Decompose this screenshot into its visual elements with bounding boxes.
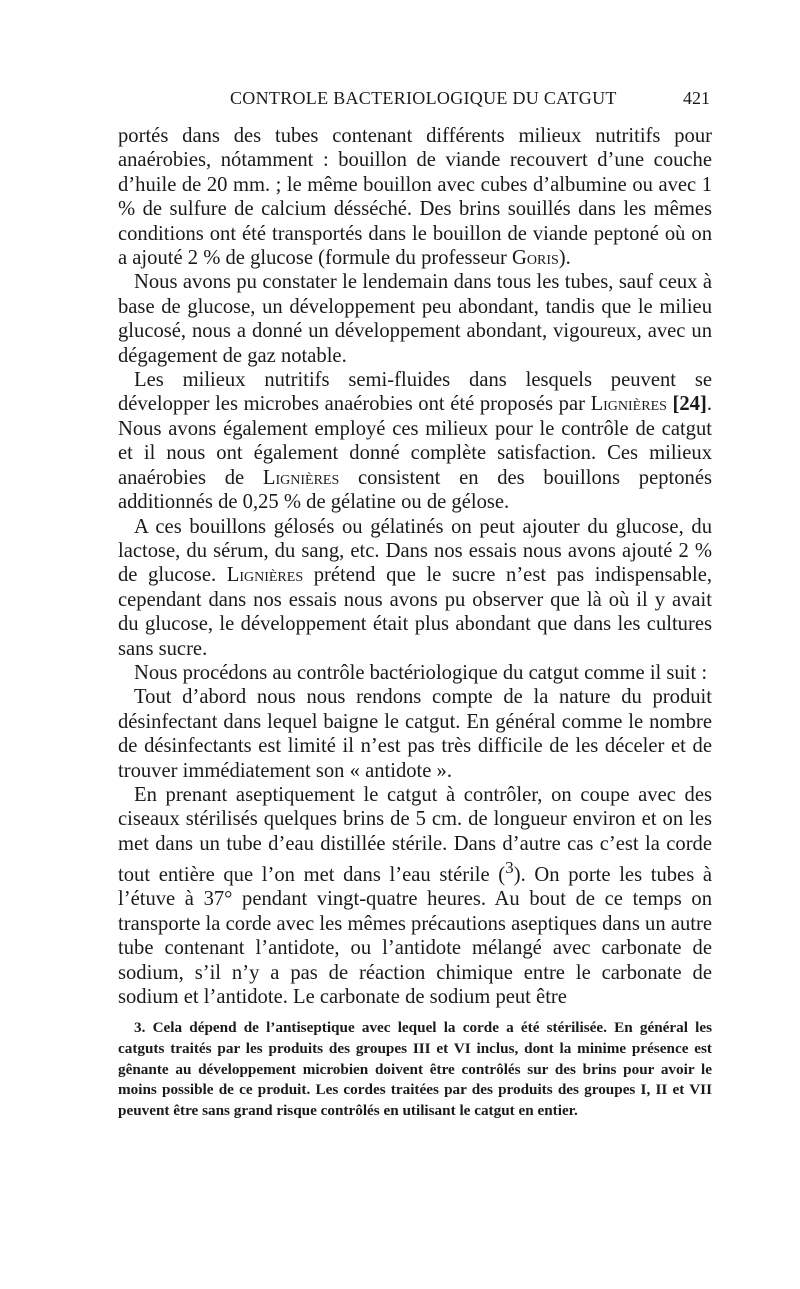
author-name: Lignières — [226, 564, 304, 587]
running-header — [118, 88, 710, 112]
paragraph: Nous avons pu constater le lendemain dans tous les tubes, sauf ceux à base de glucose, un développement peu abondant, tandis que le milieu glucosé, nous a donné un développement abondant, vigoureux, avec un dégagement de gaz notable. — [118, 271, 712, 367]
body-text — [118, 124, 712, 1009]
footnote-3: 3. Cela dépend de l’antiseptique avec lequel la corde a été stérilisée. En général les catguts traités par les produits des groupes III et VI inclus, dont la minime présence est gênante au développement microbien doivent être contrôlés sur des brins pour avoir le moins possible de ce produit. Les cordes traitées par des produits des groupes I, II et VII peuvent être sans grand risque contrôlés en utilisant le catgut en entier. — [118, 1019, 712, 1120]
paragraph: Nous procédons au contrôle bactériologique du catgut comme il suit : — [134, 661, 708, 684]
author-name: Lignières — [262, 466, 340, 489]
paragraph: En prenant aseptiquement le catgut à contrôler, on coupe avec des ciseaux stérilisés quelques brins de 5 cm. de longueur environ et on les met dans un tube d’eau distillée stérile. Dans d’autre cas c’est la corde tout entière que l’on met dans l’eau stérile ($^3$). On porte les tubes à l’étuve à 37° pendant vingt-quatre heures. Au bout de ce temps on transporte la corde avec les mêmes précautions aseptiques dans un autre tube contenant l’antidote, ou l’antidote mélangé avec carbonate de sodium, s’il n’y a pas de réaction chimique entre le carbonate de sodium et l’antidote. Le carbonate de sodium peut être — [118, 783, 712, 1009]
paragraph: Tout d’abord nous nous rendons compte de la nature du produit désinfectant dans lequel baigne le catgut. En général comme le nombre de désinfectants est limité il n’est pas très difficile de les déceler et de trouver immédiatement son « antidote ». — [118, 686, 712, 782]
author-name: Goris — [512, 247, 559, 270]
footnotes — [118, 1018, 712, 1122]
paragraph: portés dans des tubes contenant différents milieux nutritifs pour anaérobies, nótamment : bouillon de viande recouvert d’une couche d’huile de 20 mm. ; le même bouillon avec cubes d’albumine ou avec 1 % de sulfure de calcium désséché. Des brins souillés dans les mêmes conditions ont été transportés dans le bouillon de viande peptoné où on a ajouté 2 % de glucose (formule du professeur Goris). — [118, 125, 712, 270]
citation-reference: [24] — [666, 393, 707, 416]
paragraph: A ces bouillons gélosés ou gélatinés on peut ajouter du glucose, du lactose, du sérum, du sang, etc. Dans nos essais nous avons ajouté 2 % de glucose. Lignières prétend que le sucre n’est pas indispensable, cependant dans nos essais nous avons pu observer que là où il y avait du glucose, le développement était plus abondant que dans les cultures sans sucre. — [118, 515, 712, 660]
footnote-marker: 3 — [505, 858, 514, 878]
page-number: 421 — [683, 88, 710, 108]
paragraph: Les milieux nutritifs semi-fluides dans lesquels peuvent se développer les microbes anaérobies ont été proposés par Lignières [24]. Nous avons également employé ces milieux pour le contrôle de catgut et il nous ont également donné complète satisfaction. Ces milieux anaérobies de Lignières consistent en des bouillons peptonés additionnés de 0,25 % de gélatine ou de gélose. — [118, 369, 712, 514]
running-title: CONTROLE BACTERIOLOGIQUE DU CATGUT — [230, 88, 617, 108]
author-name: Lignières — [590, 393, 667, 416]
